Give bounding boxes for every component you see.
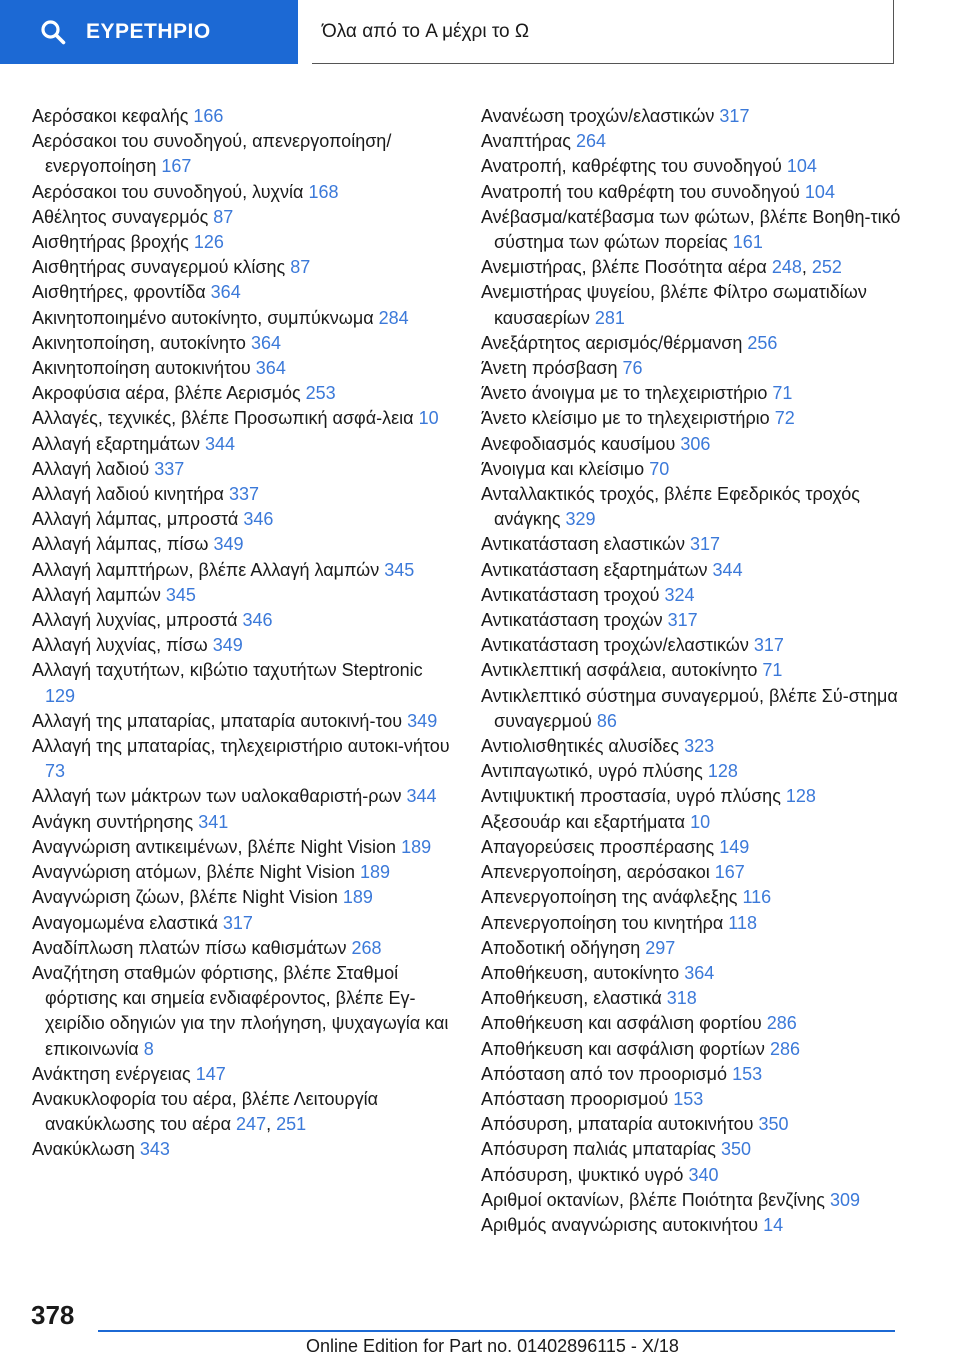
page-link[interactable]: 71: [772, 383, 793, 404]
index-entry: [481, 280, 901, 330]
index-entry-term: Αλλαγή λάμπας, μπροστά: [32, 509, 239, 530]
page-link[interactable]: 256: [747, 332, 778, 353]
index-entry-term: Αντικατάσταση τροχών: [481, 610, 663, 631]
index-entry: [32, 457, 452, 482]
index-entry-term: Αερόσακοι κεφαλής: [32, 106, 189, 126]
index-entry-term: Αλλαγή λαμπτήρων, βλέπε Αλλαγή λαμπών: [32, 559, 380, 580]
index-entry-term: Ακινητοποιημένο αυτοκίνητο, συμπύκνωμα: [32, 307, 374, 328]
page-link[interactable]: 253: [305, 383, 336, 404]
page-link[interactable]: 147: [195, 1063, 226, 1084]
page-link[interactable]: 364: [210, 282, 241, 303]
index-entry-term: Αισθητήρας συναγερμού κλίσης: [32, 257, 286, 278]
page-link[interactable]: 153: [732, 1063, 763, 1084]
page-link[interactable]: 149: [719, 836, 750, 857]
index-entry-term: Ανανέωση τροχών/ελαστικών: [481, 106, 715, 126]
index-entry-term: Αλλαγή ταχυτήτων, κιβώτιο ταχυτήτων Steptronic: [32, 660, 423, 681]
index-entry: [481, 1188, 901, 1213]
index-entry: [481, 633, 901, 658]
page-link[interactable]: 128: [707, 761, 738, 782]
index-entry: [481, 1062, 901, 1087]
index-entry: [481, 154, 901, 179]
page-link[interactable]: 87: [213, 206, 234, 227]
page-link[interactable]: 189: [401, 836, 432, 857]
index-entry: [481, 1112, 901, 1137]
page-link[interactable]: 349: [407, 710, 438, 731]
index-entry-term: Αλλαγή εξαρτημάτων: [32, 433, 200, 454]
page-link[interactable]: 364: [684, 962, 715, 983]
page-link[interactable]: 71: [762, 660, 783, 681]
index-entry-term: Αλλαγή λαδιού κινητήρα: [32, 484, 224, 505]
index-entry: [32, 381, 452, 406]
index-entry: [481, 457, 901, 482]
index-entry-term: Ανεφοδιασμός καυσίμου: [481, 433, 676, 454]
index-entry-term: Αντιψυκτική προστασία, υγρό πλύσης: [481, 786, 781, 807]
page-link[interactable]: 323: [684, 736, 715, 757]
index-entry: [32, 205, 452, 230]
page-link[interactable]: 317: [667, 610, 698, 631]
index-entry-term: Αποθήκευση και ασφάλιση φορτίου: [481, 1013, 762, 1034]
page-link[interactable]: 248: [771, 257, 802, 278]
page-link[interactable]: 337: [228, 484, 259, 505]
index-entry-term: Αποθήκευση, αυτοκίνητο: [481, 962, 680, 983]
index-entry-term: Ανέβασμα/κατέβασμα των φώτων, βλέπε Βοηθη-τικό σύστημα των φώτων πορείας: [481, 206, 901, 253]
page-link[interactable]: 318: [666, 988, 697, 1009]
index-entry: [32, 961, 452, 1062]
page-link[interactable]: 317: [719, 106, 750, 126]
index-entry: [481, 961, 901, 986]
index-entry: [481, 911, 901, 936]
page-link[interactable]: 153: [673, 1088, 704, 1109]
index-entry: [481, 1137, 901, 1162]
index-entry: [481, 406, 901, 431]
page-link[interactable]: 72: [774, 408, 795, 429]
index-entry: [32, 835, 452, 860]
index-entry-term: Ακινητοποίηση, αυτοκίνητο: [32, 332, 246, 353]
section-subtitle: Όλα από το A μέχρι το Ω: [322, 20, 530, 42]
page-link[interactable]: 247: [236, 1114, 267, 1135]
page-link[interactable]: 161: [732, 232, 763, 253]
index-entry-term: Αισθητήρας βροχής: [32, 232, 189, 253]
index-entry: [32, 784, 452, 809]
index-entry-term: Αλλαγή λυχνίας, μπροστά: [32, 610, 238, 631]
index-entry: [32, 230, 452, 255]
index-entry: [32, 104, 452, 129]
page-link[interactable]: 364: [250, 332, 281, 353]
index-entry: [32, 558, 452, 583]
index-entry-term: Ανατροπή του καθρέφτη του συνοδηγού: [481, 181, 800, 202]
page-link[interactable]: 86: [596, 710, 617, 731]
page-link[interactable]: 87: [290, 257, 311, 278]
index-entry: [32, 356, 452, 381]
index-entry: [481, 936, 901, 961]
index-entry: [32, 633, 452, 658]
page-link[interactable]: 340: [688, 1164, 719, 1185]
index-entry-term: Απόσυρση, ψυκτικό υγρό: [481, 1164, 684, 1185]
index-entry-term: Αναπτήρας: [481, 131, 571, 152]
index-entry: [481, 356, 901, 381]
page-link[interactable]: 329: [565, 509, 596, 530]
index-entry-term: Άνετη πρόσβαση: [481, 358, 618, 379]
page-link[interactable]: 344: [712, 559, 743, 580]
page-link[interactable]: 252: [811, 257, 842, 278]
index-entry-term: Αναγνώριση ατόμων, βλέπε Night Vision: [32, 862, 355, 883]
index-entry: [481, 104, 901, 129]
index-entry: [481, 482, 901, 532]
index-entry: [481, 432, 901, 457]
index-entry: [481, 1011, 901, 1036]
index-entry: [481, 1087, 901, 1112]
index-entry: [32, 608, 452, 633]
index-entry: [481, 835, 901, 860]
index-entry-term: Αναζήτηση σταθμών φόρτισης, βλέπε Σταθμοί φόρτισης και σημεία ενδιαφέροντος, βλέπε Εγ-χειρίδιο οδηγιών για την πλοήγηση, ψυχαγωγία και επικοινωνία: [32, 962, 449, 1059]
index-entry-term: Αποθήκευση, ελαστικά: [481, 988, 662, 1009]
page-link[interactable]: 129: [45, 685, 76, 706]
index-entry-term: Αλλαγή της μπαταρίας, μπαταρία αυτοκινή-του: [32, 710, 403, 731]
footer-edition: Online Edition for Part no. 01402896115 - X/18: [306, 1336, 679, 1356]
index-entry-term: Αξεσουάρ και εξαρτήματα: [481, 811, 686, 832]
index-entry: [32, 482, 452, 507]
page-link[interactable]: 189: [342, 887, 373, 908]
page-link[interactable]: 73: [45, 761, 66, 782]
index-tab-label: ΕΥΡΕΤΗΡΙΟ: [86, 20, 211, 43]
index-entry-term: Ανεμιστήρας, βλέπε Ποσότητα αέρα: [481, 257, 767, 278]
index-entry-term: Αντικατάσταση τροχού: [481, 584, 660, 605]
page-link[interactable]: 317: [689, 534, 721, 555]
page-link[interactable]: 166: [193, 106, 224, 126]
page-link[interactable]: 343: [139, 1139, 170, 1160]
index-entry-term: Ανεμιστήρας ψυγείου, βλέπε Φίλτρο σωματιδίων καυσαερίων: [481, 282, 867, 328]
page-link[interactable]: 337: [154, 458, 185, 479]
index-entry-term: Ανάκτηση ενέργειας: [32, 1063, 191, 1084]
index-entry-term: Άνοιγμα και κλείσιμο: [481, 458, 645, 479]
index-entry-term: Ανάγκη συντήρησης: [32, 811, 194, 832]
index-entry: [481, 986, 901, 1011]
index-entry-term: Απενεργοποίηση του κινητήρα: [481, 912, 724, 933]
index-entry-term: Αλλαγή λυχνίας, πίσω: [32, 635, 208, 656]
index-entry: [481, 608, 901, 633]
index-entry-term: Άνετο άνοιγμα με το τηλεχειριστήριο: [481, 383, 768, 404]
page-link[interactable]: 168: [308, 181, 339, 202]
page-link[interactable]: 10: [690, 811, 711, 832]
index-entry: [481, 860, 901, 885]
page-link[interactable]: 350: [758, 1114, 789, 1135]
page-link[interactable]: 126: [193, 232, 224, 253]
index-entry-term: Αλλαγή λάμπας, πίσω: [32, 534, 209, 555]
index-entry-term: Αντιπαγωτικό, υγρό πλύσης: [481, 761, 703, 782]
index-entry: [32, 432, 452, 457]
header: [0, 0, 960, 66]
index-entry-term: Αερόσακοι του συνοδηγού, λυχνία: [32, 181, 304, 202]
page-link[interactable]: 306: [680, 433, 711, 454]
section-subtitle-box: [312, 0, 894, 64]
page-link[interactable]: 344: [406, 786, 437, 807]
page-number: 378: [31, 1300, 75, 1330]
index-entry: [32, 658, 452, 708]
index-entry: [32, 306, 452, 331]
page-link[interactable]: 14: [763, 1214, 784, 1235]
page-link[interactable]: 167: [161, 156, 192, 177]
page-link[interactable]: 281: [594, 307, 625, 328]
index-entry: [481, 734, 901, 759]
page-link[interactable]: 346: [243, 509, 274, 530]
index-entry-term: Αλλαγές, τεχνικές, βλέπε Προσωπική ασφά-λεια: [32, 408, 414, 429]
index-entry-term: Ακροφύσια αέρα, βλέπε Αερισμός: [32, 383, 301, 404]
page-link[interactable]: 349: [213, 534, 244, 555]
page-link[interactable]: 128: [785, 786, 816, 807]
page-link[interactable]: 251: [276, 1114, 307, 1135]
page-link[interactable]: 116: [742, 887, 772, 908]
page-link[interactable]: 76: [622, 358, 643, 379]
page-link[interactable]: 10: [418, 408, 439, 429]
index-entry-term: Απενεργοποίηση της ανάφλεξης: [481, 887, 738, 908]
index-entry: [32, 255, 452, 280]
index-entry-term: Απόσταση από τον προορισμό: [481, 1063, 728, 1084]
index-entry: [32, 734, 452, 784]
index-entry-term: Άνετο κλείσιμο με το τηλεχειριστήριο: [481, 408, 770, 429]
page-link[interactable]: 286: [769, 1038, 800, 1059]
index-entry: [32, 180, 452, 205]
page-link[interactable]: 350: [720, 1139, 751, 1160]
page-link[interactable]: 268: [351, 937, 382, 958]
page-link[interactable]: 167: [714, 862, 745, 883]
index-entry: [481, 381, 901, 406]
index-entry-term: Αντικατάσταση ελαστικών: [481, 534, 685, 555]
index-entry: [32, 129, 452, 179]
index-entry-term: Ακινητοποίηση αυτοκινήτου: [32, 358, 251, 379]
index-entry: [481, 331, 901, 356]
index-entry-term: Αλλαγή των μάκτρων των υαλοκαθαριστή-ρων: [32, 786, 402, 807]
index-entry-term: Αλλαγή λαμπών: [32, 584, 161, 605]
index-entry: [32, 406, 452, 431]
index-entry-term: Αποθήκευση και ασφάλιση φορτίων: [481, 1038, 765, 1059]
page-link[interactable]: 104: [804, 181, 835, 202]
index-entry: [32, 331, 452, 356]
page-link[interactable]: 8: [143, 1038, 154, 1059]
page-link[interactable]: 70: [649, 458, 670, 479]
index-entry-term: Αναδίπλωση πλατών πίσω καθισμάτων: [32, 937, 347, 958]
index-entry: [32, 885, 452, 910]
index-entry-term: Απαγορεύσεις προσπέρασης: [481, 836, 715, 857]
index-entry: Ανεμιστήρας, βλέπε Ποσότητα αέρα 248, 252: [481, 257, 842, 278]
page-link[interactable]: 317: [222, 912, 253, 933]
index-entry: [32, 1137, 452, 1162]
index-entry-term: Απόσυρση παλιάς μπαταρίας: [481, 1139, 716, 1160]
index-entry-term: Ανακύκλωση: [32, 1139, 135, 1160]
index-entry-term: Απόσυρση, μπαταρία αυτοκινήτου: [481, 1114, 754, 1135]
index-entry: [481, 180, 901, 205]
index-entry: [32, 1062, 452, 1087]
index-entry-term: Αποδοτική οδήγηση: [481, 937, 641, 958]
index-entry: [32, 911, 452, 936]
index-entry: [481, 205, 901, 255]
index-entry: [32, 860, 452, 885]
page-link[interactable]: 297: [645, 937, 676, 958]
page-link[interactable]: 345: [384, 559, 415, 580]
index-entry-term: Ανεξάρτητος αερισμός/θέρμανση: [481, 332, 743, 353]
page-link[interactable]: 349: [212, 635, 243, 656]
index-entry: [481, 1163, 901, 1188]
index-entry: [481, 532, 901, 557]
index-entry-term: Αριθμοί οκτανίων, βλέπε Ποιότητα βενζίνης: [481, 1189, 825, 1210]
page-link[interactable]: 286: [766, 1013, 797, 1034]
footer-divider: [98, 1330, 895, 1332]
index-entry-term: Αθέλητος συναγερμός: [32, 206, 209, 227]
index-entry: [32, 709, 452, 734]
index-entry-term: Αναγομωμένα ελαστικά: [32, 912, 218, 933]
index-column-right: [481, 104, 901, 1238]
index-entry-term: Αναγνώριση αντικειμένων, βλέπε Night Vision: [32, 836, 397, 857]
index-entry-term: Απόσταση προορισμού: [481, 1088, 669, 1109]
page-link[interactable]: 104: [786, 156, 817, 177]
index-entry-term: Αντικλεπτική ασφάλεια, αυτοκίνητο: [481, 660, 758, 681]
page-link[interactable]: 364: [255, 358, 286, 379]
index-entry-term: Αισθητήρες, φροντίδα: [32, 282, 206, 303]
index-tab[interactable]: [0, 0, 298, 64]
index-entry: [32, 583, 452, 608]
index-entry-term: Απενεργοποίηση, αερόσακοι: [481, 862, 710, 883]
index-entry: [32, 280, 452, 305]
page-link[interactable]: 346: [242, 610, 273, 631]
search-icon: [40, 19, 66, 45]
page-link[interactable]: 264: [575, 131, 607, 152]
index-entry: [481, 684, 901, 734]
page-link[interactable]: 118: [728, 912, 757, 933]
index-entry: [32, 936, 452, 961]
index-entry-term: Αλλαγή της μπαταρίας, τηλεχειριστήριο αυτοκι-νήτου: [32, 736, 450, 757]
page-link[interactable]: 344: [204, 433, 236, 454]
index-entry-term: Ανατροπή, καθρέφτης του συνοδηγού: [481, 156, 782, 177]
index-entry-term: Αντικατάσταση εξαρτημάτων: [481, 559, 708, 580]
index-entry: [481, 1213, 901, 1238]
index-entry-term: Αλλαγή λαδιού: [32, 458, 150, 479]
index-entry: [481, 759, 901, 784]
index-entry-term: Αριθμός αναγνώρισης αυτοκινήτου: [481, 1214, 759, 1235]
index-entry: [481, 885, 901, 910]
index-entry: [481, 1037, 901, 1062]
page-link[interactable]: 324: [664, 584, 695, 605]
index-entry-term: Αντικατάσταση τροχών/ελαστικών: [481, 635, 749, 656]
index-column-left: [32, 104, 452, 1163]
index-entry-term: Αντιολισθητικές αλυσίδες: [481, 736, 680, 757]
index-entry: [32, 810, 452, 835]
index-entry: [481, 658, 901, 683]
index-entry: Ανακυκλοφορία του αέρα, βλέπε Λειτουργία ανακύκλωσης του αέρα 247, 251: [32, 1088, 379, 1135]
index-entry-term: Αναγνώριση ζώων, βλέπε Night Vision: [32, 887, 338, 908]
page-link[interactable]: 189: [360, 862, 391, 883]
index-entry-term: Ανταλλακτικός τροχός, βλέπε Εφεδρικός τροχός ανάγκης: [481, 484, 860, 530]
page-link[interactable]: 317: [753, 635, 784, 656]
index-entry: [481, 810, 901, 835]
page-link[interactable]: 284: [378, 307, 409, 328]
index-entry-term: Αερόσακοι του συνοδηγού, απενεργοποίηση/ενεργοποίηση: [32, 131, 392, 177]
index-entry-term: Αντικλεπτικό σύστημα συναγερμού, βλέπε Σύ-στημα συναγερμού: [481, 685, 898, 731]
index-entry: [481, 583, 901, 608]
index-entry: [32, 532, 452, 557]
index-entry: [481, 129, 901, 154]
page-link[interactable]: 345: [165, 584, 196, 605]
page-link[interactable]: 309: [829, 1189, 860, 1210]
page-link[interactable]: 341: [198, 811, 229, 832]
index-entry: [481, 784, 901, 809]
index-entry-term: Ανακυκλοφορία του αέρα, βλέπε Λειτουργία ανακύκλωσης του αέρα: [32, 1088, 379, 1135]
index-entry: [32, 507, 452, 532]
index-entry: [481, 558, 901, 583]
